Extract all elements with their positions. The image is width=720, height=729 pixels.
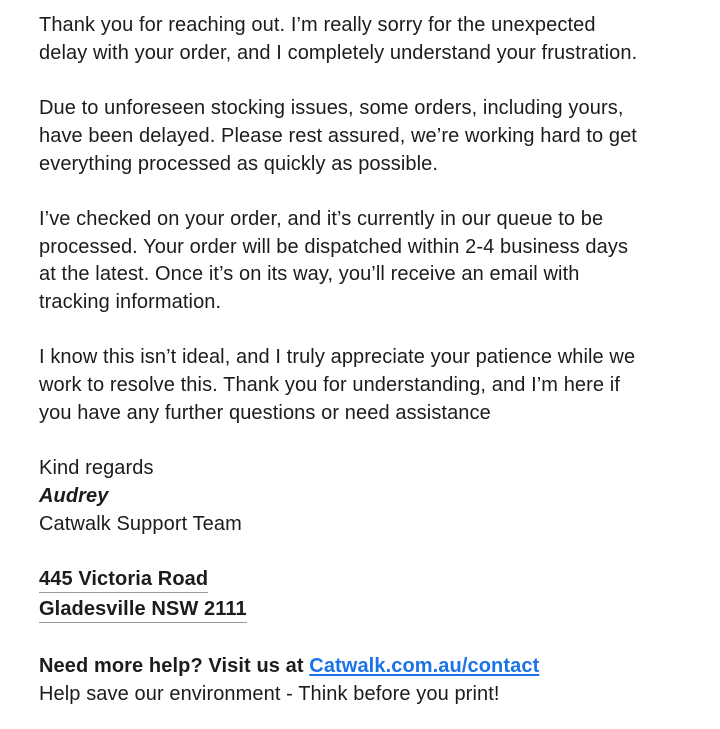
address-suburb-link[interactable]: Gladesville NSW 2111: [39, 597, 247, 623]
text-line: at the latest. Once it’s on its way, you’ll receive an email with: [39, 263, 580, 286]
signature-team: Catwalk Support Team: [39, 512, 242, 535]
contact-link[interactable]: Catwalk.com.au/contact: [309, 655, 540, 678]
text-line: tracking information.: [39, 291, 222, 313]
text-line: have been delayed. Please rest assured, we’re working hard to get: [39, 124, 637, 147]
text-line: delay with your order, and I completely understand your frustration.: [39, 41, 638, 64]
text-line: Thank you for reaching out. I’m really sorry for the unexpected: [39, 14, 596, 36]
text-line: processed. Your order will be dispatched within 2-4 business days: [39, 235, 629, 258]
paragraph-closing-note: [39, 344, 699, 427]
environment-note: Help save our environment - Think before you print!: [39, 682, 500, 705]
text-line: work to resolve this. Thank you for understanding, and I’m here if: [39, 374, 620, 397]
footer-block: [39, 653, 699, 708]
help-line: [39, 653, 699, 681]
paragraph-apology: [39, 12, 699, 67]
signature-name: Audrey: [39, 484, 109, 507]
address-street-link[interactable]: 445 Victoria Road: [39, 567, 208, 593]
paragraph-order-status: [39, 206, 699, 317]
text-line: you have any further questions or need assistance: [39, 401, 491, 424]
text-line: everything processed as quickly as possible.: [39, 152, 439, 175]
text-line: Due to unforeseen stocking issues, some orders, including yours,: [39, 97, 624, 120]
address-block: [39, 566, 699, 625]
signature-closing: Kind regards: [39, 457, 154, 480]
paragraph-delay-reason: [39, 95, 699, 178]
help-prefix: Need more help? Visit us at: [39, 655, 310, 678]
email-body: [39, 12, 699, 708]
signature-block: [39, 455, 699, 538]
text-line: I’ve checked on your order, and it’s currently in our queue to be: [39, 207, 604, 230]
text-line: I know this isn’t ideal, and I truly appreciate your patience while we: [39, 346, 636, 369]
